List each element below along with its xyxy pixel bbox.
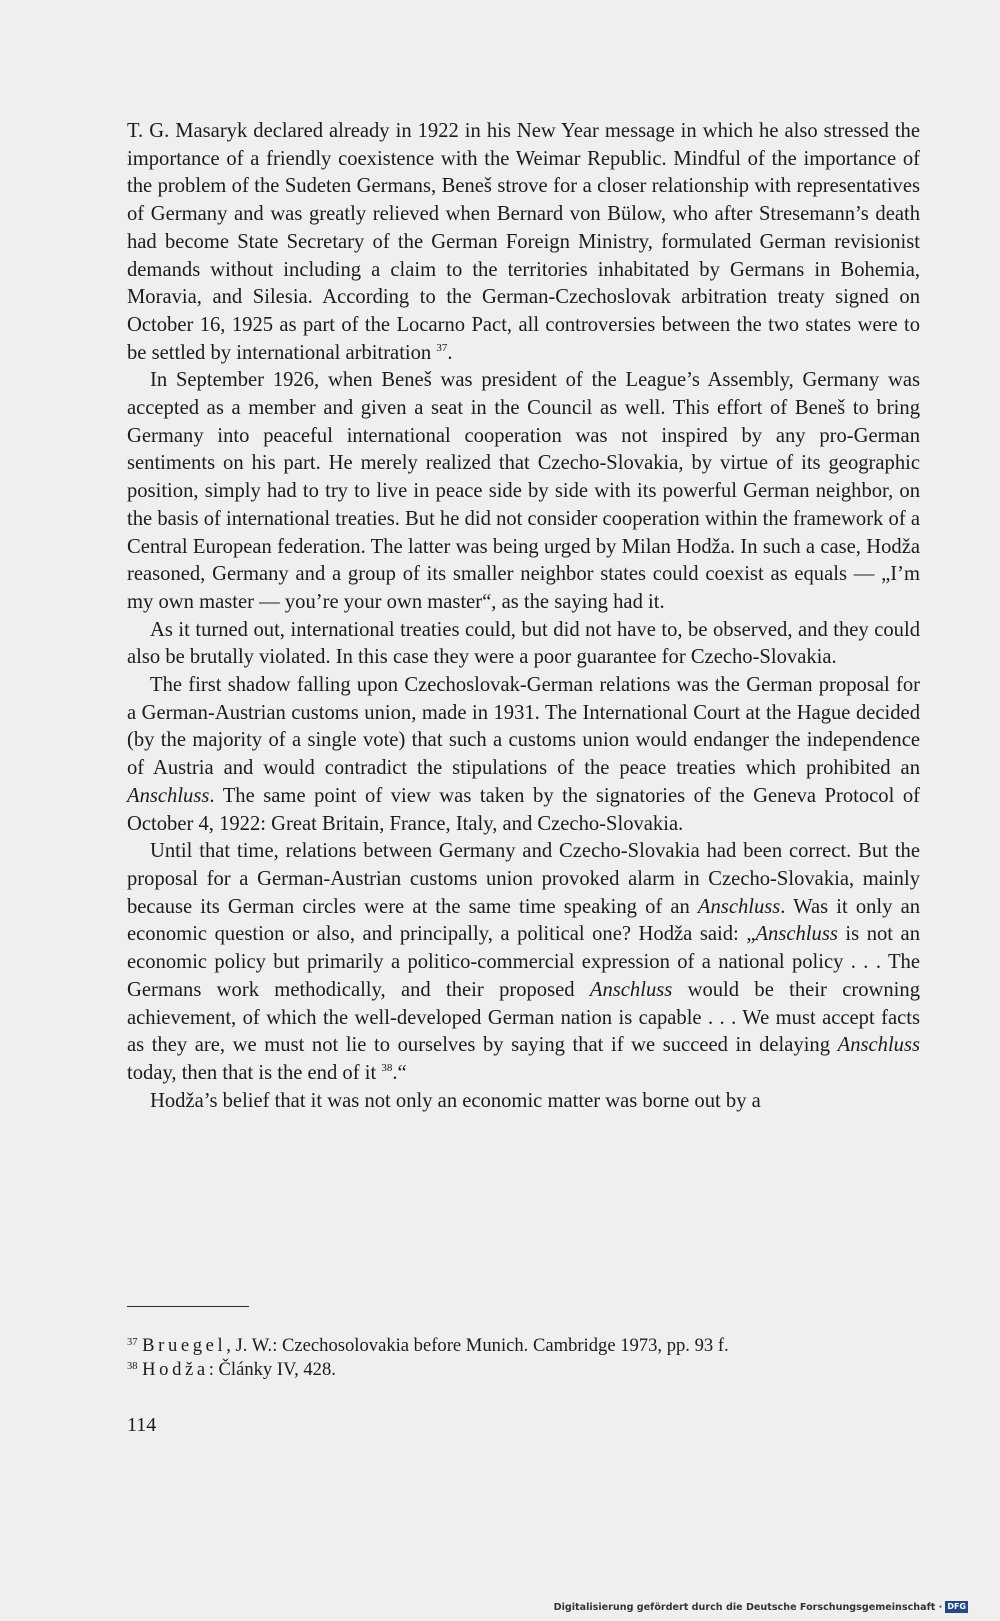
footnotes: [127, 1334, 920, 1382]
credit-text: Digitalisierung gefördert durch die Deutsche Forschungsgemeinschaft ·: [553, 1601, 943, 1613]
text-run: . The same point of view was taken by the signatories of the Geneva Protocol of October 4, 1922: Great Britain, France, Italy, and Czecho-Slovakia.: [127, 784, 920, 835]
footnote-text: , J. W.: Czechosolovakia before Munich. Cambridge 1973, pp. 93 f.: [226, 1335, 729, 1356]
footnote-text: : Články IV, 428.: [208, 1359, 336, 1380]
footnote-37: [127, 1334, 920, 1358]
italic-term: Anschluss: [589, 978, 673, 1001]
text-run: . Was it only an economic question or also, and principally, a political one? Hodža said: „: [127, 895, 921, 946]
footnote-author: Hodža: [142, 1359, 209, 1380]
footnote-author: Bruegel: [142, 1335, 227, 1356]
text-run: The first shadow falling upon Czechoslovak-German relations was the German proposal for a German-Austrian customs union, made in 1931. The International Court at the Hague decided (by the majority of a single vote) that such a customs union would endanger the independence of Austria and would contradict the stipulations of the peace treaties which prohibited an: [127, 674, 920, 780]
italic-term: Anschluss: [837, 1034, 920, 1057]
paragraph-2: In September 1926, when Beneš was president of the League’s Assembly, Germany was accepted as a member and given a seat in the Council as well. This effort of Beneš to bring Germany into peaceful international cooperation was not inspired by any pro-German sentiments on his part. He merely realized that Czecho-Slovakia, by virtue of its geographic position, simply had to try to live in peace side by side with its powerful German neighbor, on the basis of international treaties. But he did not consider cooperation within the framework of a Central European federation. The latter was being urged by Milan Hodža. In such a case, Hodža reasoned, Germany and a group of its smaller neighbor states could coexist as equals — „I’m my own master — you’re your own master“, as the saying had it.: [127, 369, 920, 613]
paragraph-4: [127, 672, 920, 838]
text-run: today, then that is the end of it: [127, 1061, 382, 1084]
footnote-ref-37: 37: [436, 341, 448, 354]
text-run: would be their crowning achievement, of which the well-developed German nation is capable . . . We must accept facts as they are, we must not lie to ourselves by saying that if we succeed in delaying: [127, 978, 920, 1057]
text-run: is not an economic policy but primarily a politico-commercial expression of a national policy . . . The Germans work methodically, and their proposed: [127, 923, 920, 1001]
text-run: .“: [392, 1061, 407, 1084]
text-run: T. G. Masaryk declared already in 1922 in his New Year message in which he also stressed the importance of a friendly coexistence with the Weimar Republic. Mindful of the importance of the problem of the Sudeten Germans, Beneš strove for a closer relationship with representatives of Germany and was greatly relieved when Bernard von Bülow, who after Stresemann’s death had become State Secretary of the German Foreign Ministry, formulated German revisionist demands without including a claim to the territories inhabitated by Germans in Bohemia, Moravia, and Silesia. According to the German-Czechoslovak arbitration treaty signed on October 16, 1925 as part of the Locarno Pact, all controversies between the two states were to be settled by international arbitration: [127, 120, 920, 364]
text-run: .: [447, 341, 453, 364]
italic-term: Anschluss: [127, 784, 210, 807]
footnote-38: [127, 1358, 920, 1382]
paragraph-6: Hodža’s belief that it was not only an economic matter was borne out by a: [150, 1089, 761, 1112]
dfg-logo: DFG: [947, 1602, 966, 1611]
italic-term: Anschluss: [697, 895, 781, 918]
footnote-ref-38: 38: [381, 1061, 393, 1074]
paragraph-1: [127, 118, 920, 367]
footnote-number: 38: [127, 1361, 138, 1372]
page-number: 114: [127, 1414, 157, 1436]
paragraph-3: As it turned out, international treaties could, but did not have to, be observed, and they could also be brutally violated. In this case they were a poor guarantee for Czecho-Slovakia.: [127, 618, 920, 669]
digitization-credit: [554, 1601, 968, 1613]
footnote-divider: [127, 1306, 249, 1307]
italic-term: Anschluss: [755, 923, 838, 946]
main-text: [127, 118, 920, 1115]
text-run: Until that time, relations between Germany and Czecho-Slovakia had been correct. But the proposal for a German-Austrian customs union provoked alarm in Czecho-Slovakia, mainly because its German circles were at the same time speaking of an: [127, 840, 920, 918]
paragraph-5: [127, 838, 920, 1087]
footnote-number: 37: [127, 1337, 138, 1348]
